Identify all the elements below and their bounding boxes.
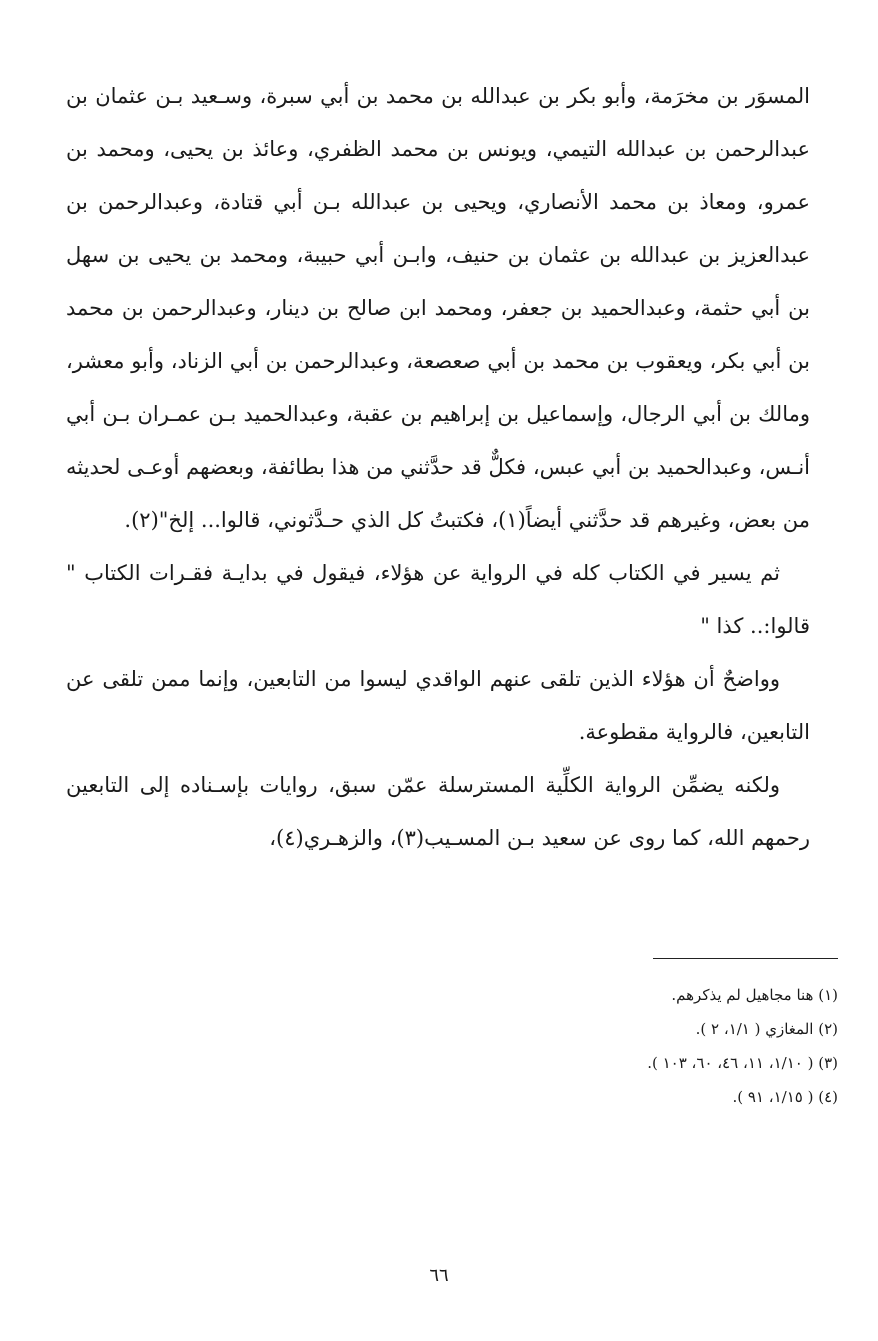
paragraph-4: ولكنه يضمِّن الرواية الكلِّية المسترسلة عمّن سبق، روايات بإسـناده إلى التابعين رحمهم الله، كما روى عن سعيد بـن المسـيب(٣)، والزهـري(٤)،	[66, 773, 810, 850]
footnotes	[118, 978, 838, 1114]
paragraph-3: وواضحٌ أن هؤلاء الذين تلقى عنهم الواقدي ليسوا من التابعين، وإنما ممن تلقى عن التابعين، فالرواية مقطوعة.	[66, 667, 810, 744]
page-number: ٦٦	[429, 1265, 449, 1286]
footnote-2: (٢) المغازي ( ١/١، ٢ ).	[695, 1020, 838, 1038]
page-content	[66, 70, 810, 865]
footnote-divider	[653, 958, 838, 959]
footnote-1: (١) هنا مجاهيل لم يذكرهم.	[671, 986, 838, 1004]
footnote-3: (٣) ( ١/١٠، ١١، ٤٦، ٦٠، ١٠٣ ).	[647, 1054, 838, 1072]
main-text	[66, 70, 810, 865]
footnote-4: (٤) ( ١/١٥، ٩١ ).	[732, 1088, 838, 1106]
paragraph-1: المسوَر بن مخرَمة، وأبو بكر بن عبدالله بن محمد بن أبي سبرة، وسـعيد بـن عثمان بن عبدالرحمن بن عبدالله التيمي، ويونس بن محمد الظفري، وعائذ بن يحيى، ومحمد بن عمرو، ومعاذ بن محمد الأنصاري، ويحيى بن عبدالله بـن أبي قتادة، وعبدالرحمن بن عبدالعزيز بن عبدالله بن عثمان بن حنيف، وابـن أبي حبيبة، ومحمد بن يحيى بن سهل بن أبي حثمة، وعبدالحميد بن جعفر، ومحمد ابن صالح بن دينار، وعبدالرحمن بن محمد بن أبي بكر، ويعقوب بن محمد بن أبي صعصعة، وعبدالرحمن بن أبي الزناد، وأبو معشر، ومالك بن أبي الرجال، وإسماعيل بن إبراهيم بن عقبة، وعبدالحميد بـن عمـران بـن أبي أنـس، وعبدالحميد بن أبي عبس، فكلٌّ قد حدَّثني من هذا بطائفة، وبعضهم أوعـى لحديثه من بعض، وغيرهم قد حدَّثني أيضاً(١)، فكتبتُ كل الذي حـدَّثوني، قالوا... إلخ"(٢).	[66, 84, 810, 532]
paragraph-2: ثم يسير في الكتاب كله في الرواية عن هؤلاء، فيقول في بدايـة فقـرات الكتاب " قالوا:.. كذا "	[66, 561, 810, 638]
